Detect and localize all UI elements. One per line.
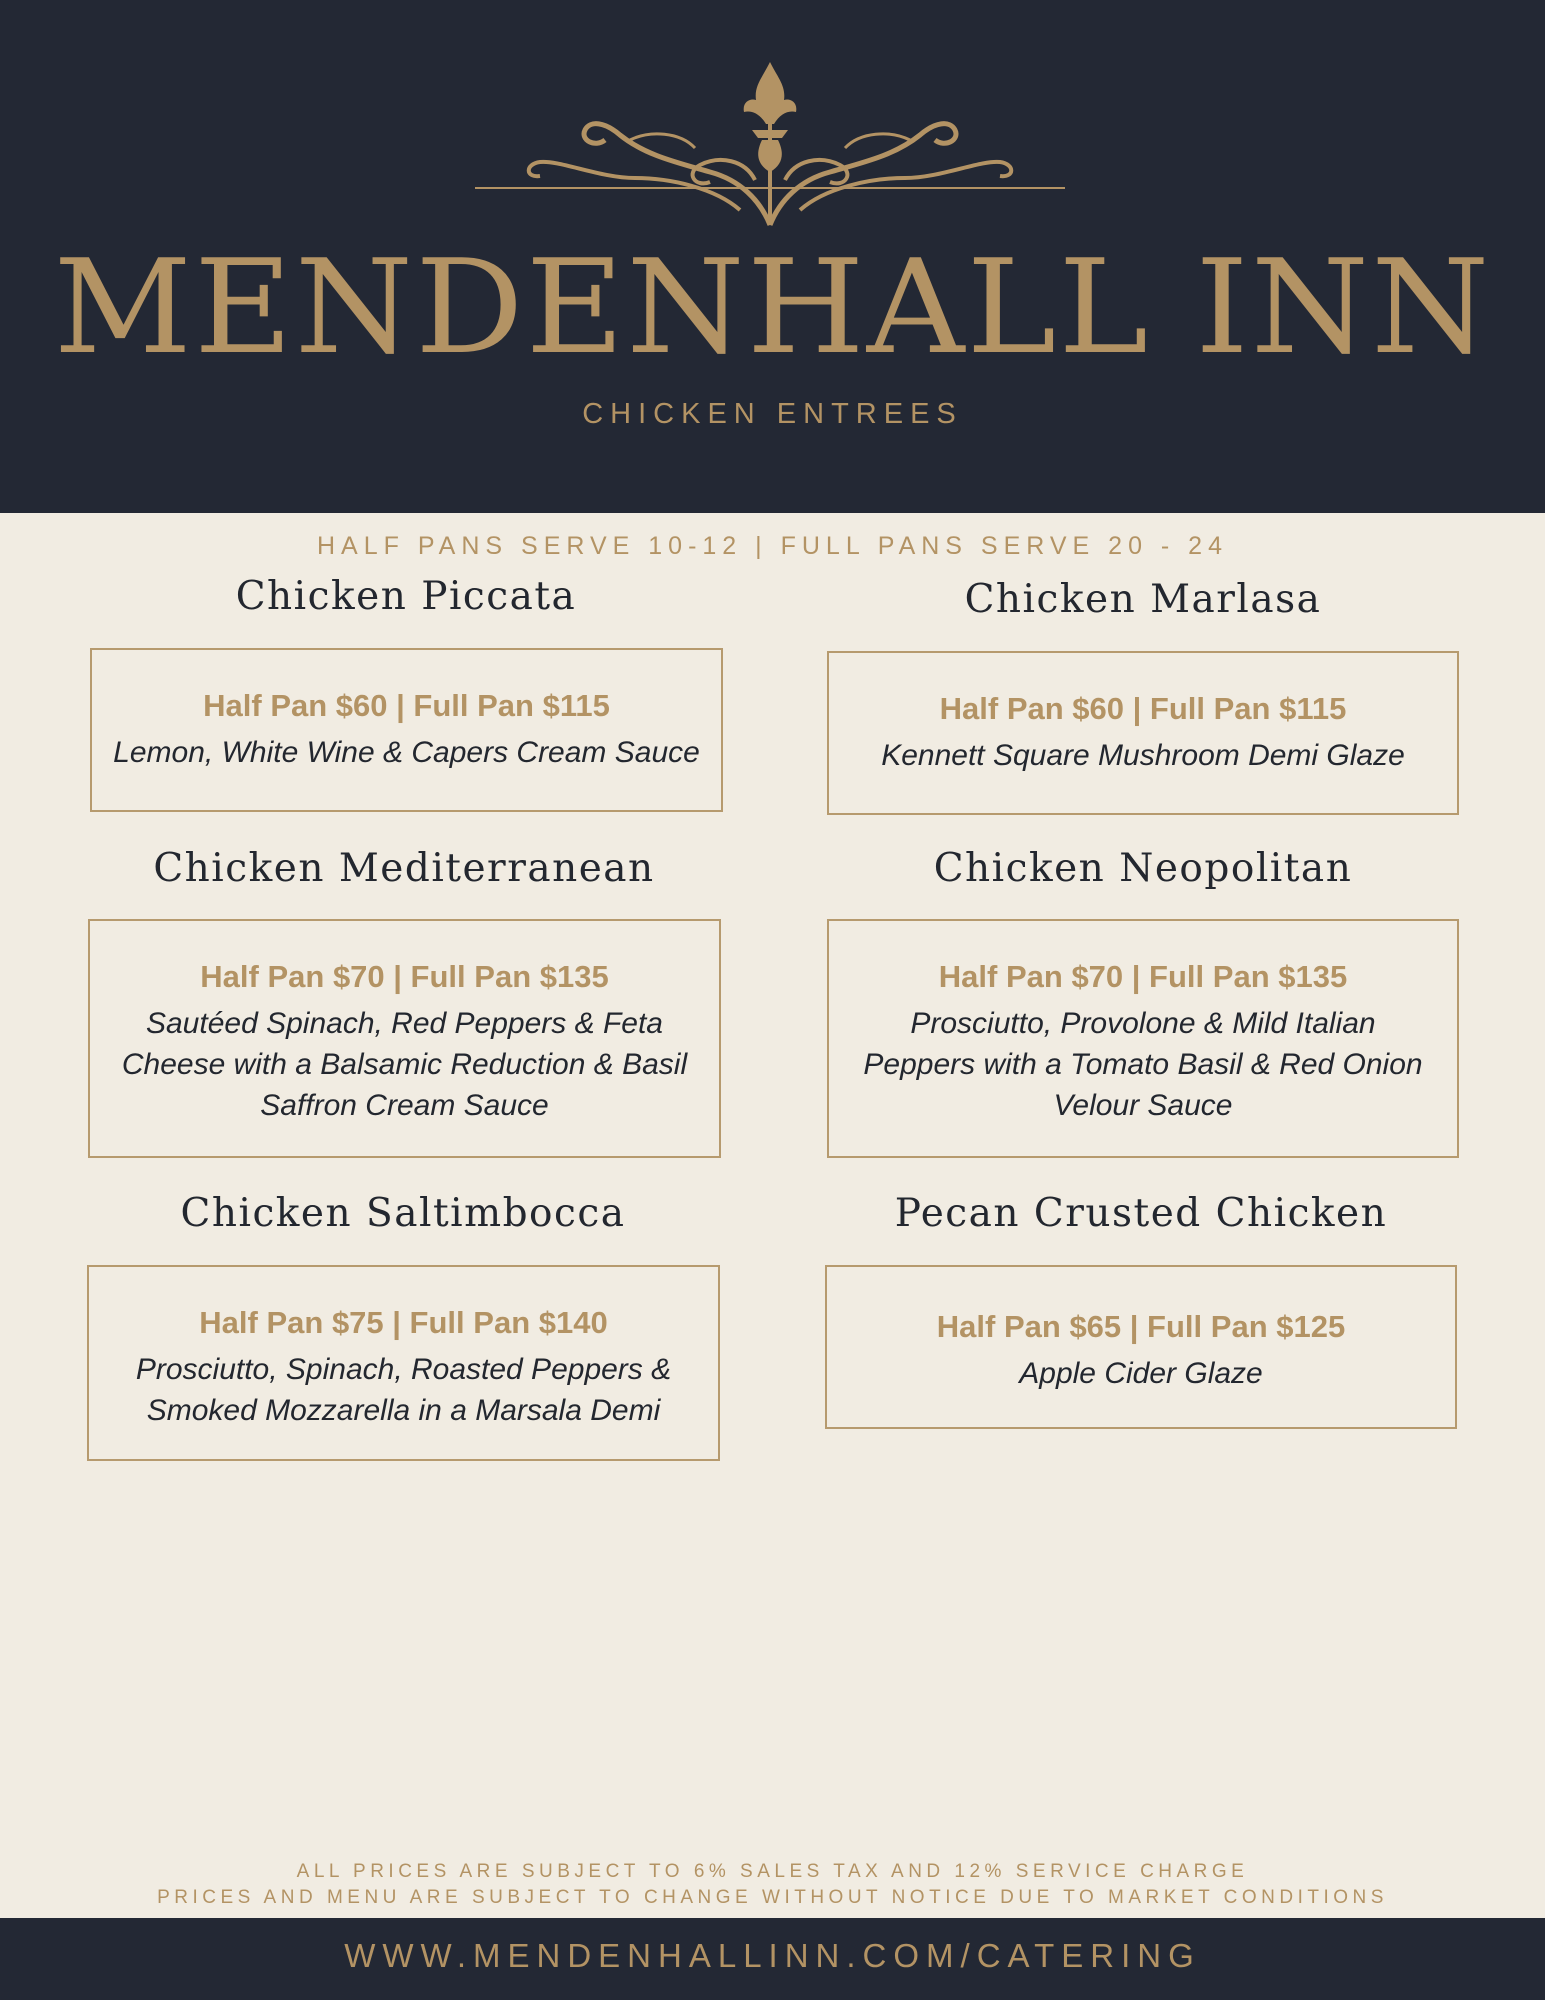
item-price: Half Pan $70 | Full Pan $135 (938, 959, 1348, 994)
item-name: Chicken Marlasa (964, 577, 1322, 622)
item-price: Half Pan $75 | Full Pan $140 (199, 1305, 608, 1340)
restaurant-title: MENDENHALL INN (53, 231, 1492, 383)
menu-item-card (87, 1265, 720, 1461)
header-band (0, 0, 1545, 513)
item-name: Chicken Piccata (235, 574, 577, 619)
menu-item-card (827, 919, 1459, 1158)
item-price: Half Pan $70 | Full Pan $135 (200, 959, 609, 994)
menu-item-card (90, 648, 723, 812)
item-name: Pecan Crusted Chicken (894, 1191, 1388, 1236)
serving-info: HALF PANS SERVE 10-12 | FULL PANS SERVE 20 - 24 (317, 532, 1228, 560)
item-price: Half Pan $65 | Full Pan $125 (936, 1309, 1346, 1344)
item-name: Chicken Saltimbocca (180, 1191, 626, 1236)
fleur-de-lis-flourish-icon (470, 60, 1070, 235)
item-description: Kennett Square Mushroom Demi Glaze (881, 739, 1405, 772)
item-name: Chicken Mediterranean (153, 846, 655, 891)
item-description: Prosciutto, Spinach, Roasted Peppers & Smoked Mozzarella in a Marsala Demi (135, 1353, 672, 1427)
item-description: Apple Cider Glaze (1019, 1357, 1263, 1390)
menu-section-subtitle: CHICKEN ENTREES (582, 398, 963, 430)
item-price: Half Pan $60 | Full Pan $115 (939, 691, 1347, 726)
menu-item-card (825, 1265, 1457, 1429)
menu-item-card (88, 919, 721, 1158)
item-price: Half Pan $60 | Full Pan $115 (203, 688, 610, 723)
menu-item-card (827, 651, 1459, 815)
item-description: Prosciutto, Provolone & Mild Italian Peppers with a Tomato Basil & Red Onion Velour Sauce (863, 1007, 1423, 1122)
website-link[interactable]: WWW.MENDENHALLINN.COM/CATERING (344, 1937, 1201, 1974)
item-description: Lemon, White Wine & Capers Cream Sauce (113, 736, 700, 769)
item-description: Sautéed Spinach, Red Peppers & Feta Cheese with a Balsamic Reduction & Basil Saffron Cream Sauce (121, 1007, 688, 1122)
tax-notice: ALL PRICES ARE SUBJECT TO 6% SALES TAX AND 12% SERVICE CHARGE (296, 1861, 1249, 1882)
price-change-notice: PRICES AND MENU ARE SUBJECT TO CHANGE WITHOUT NOTICE DUE TO MARKET CONDITIONS (157, 1887, 1388, 1908)
footer-band (0, 1918, 1545, 2000)
item-name: Chicken Neopolitan (933, 846, 1353, 891)
